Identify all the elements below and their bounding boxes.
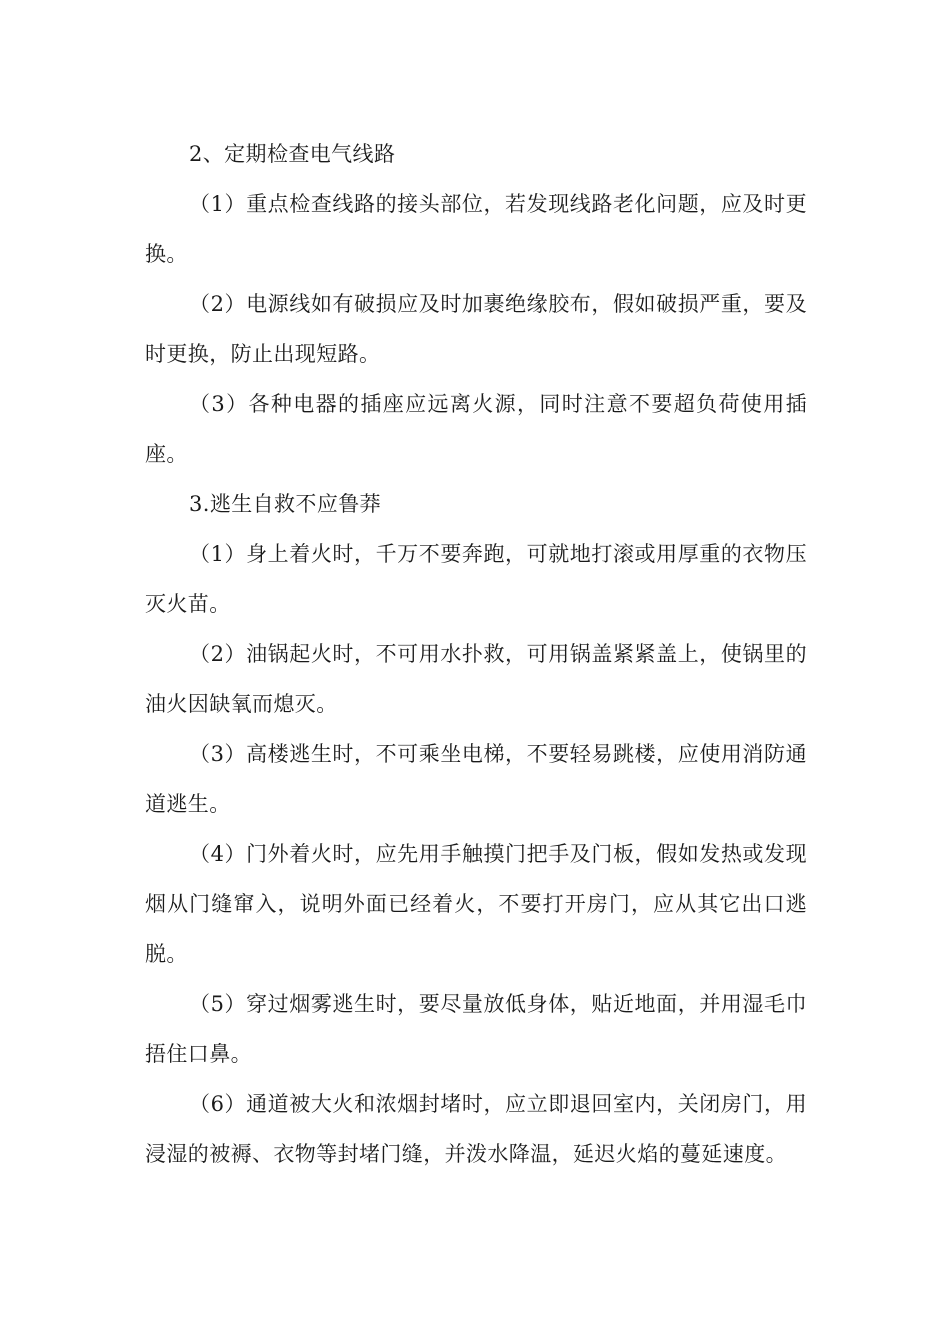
list-item-through-smoke: （5）穿过烟雾逃生时，要尽量放低身体，贴近地面，并用湿毛巾捂住口鼻。	[145, 992, 807, 1066]
list-item-fire-outside-door: （4）门外着火时，应先用手触摸门把手及门板，假如发热或发现烟从门缝窜入，说明外面已经着火，不要打开房门，应从其它出口逃脱。	[145, 842, 807, 966]
list-item-body-on-fire: （1）身上着火时，千万不要奔跑，可就地打滚或用厚重的衣物压灭火苗。	[145, 542, 807, 616]
list-item-oil-pan-fire: （2）油锅起火时，不可用水扑救，可用锅盖紧紧盖上，使锅里的油火因缺氧而熄灭。	[145, 642, 807, 716]
list-item-power-cord: （2）电源线如有破损应及时加裹绝缘胶布，假如破损严重，要及时更换，防止出现短路。	[145, 292, 807, 366]
list-item-blocked-passage: （6）通道被大火和浓烟封堵时，应立即退回室内，关闭房门，用浸湿的被褥、衣物等封堵门缝，并泼水降温，延迟火焰的蔓延速度。	[145, 1092, 807, 1166]
list-item-high-rise-escape: （3）高楼逃生时，不可乘坐电梯，不要轻易跳楼，应使用消防通道逃生。	[145, 742, 807, 816]
section-heading-escape: 3.逃生自救不应鲁莽	[189, 492, 382, 516]
list-item-sockets: （3）各种电器的插座应远离火源，同时注意不要超负荷使用插座。	[145, 392, 807, 466]
document-body	[145, 129, 807, 1179]
section-heading-electrical-inspection: 2、定期检查电气线路	[189, 142, 396, 166]
list-item-wire-joints: （1）重点检查线路的接头部位，若发现线路老化问题，应及时更换。	[145, 192, 807, 266]
